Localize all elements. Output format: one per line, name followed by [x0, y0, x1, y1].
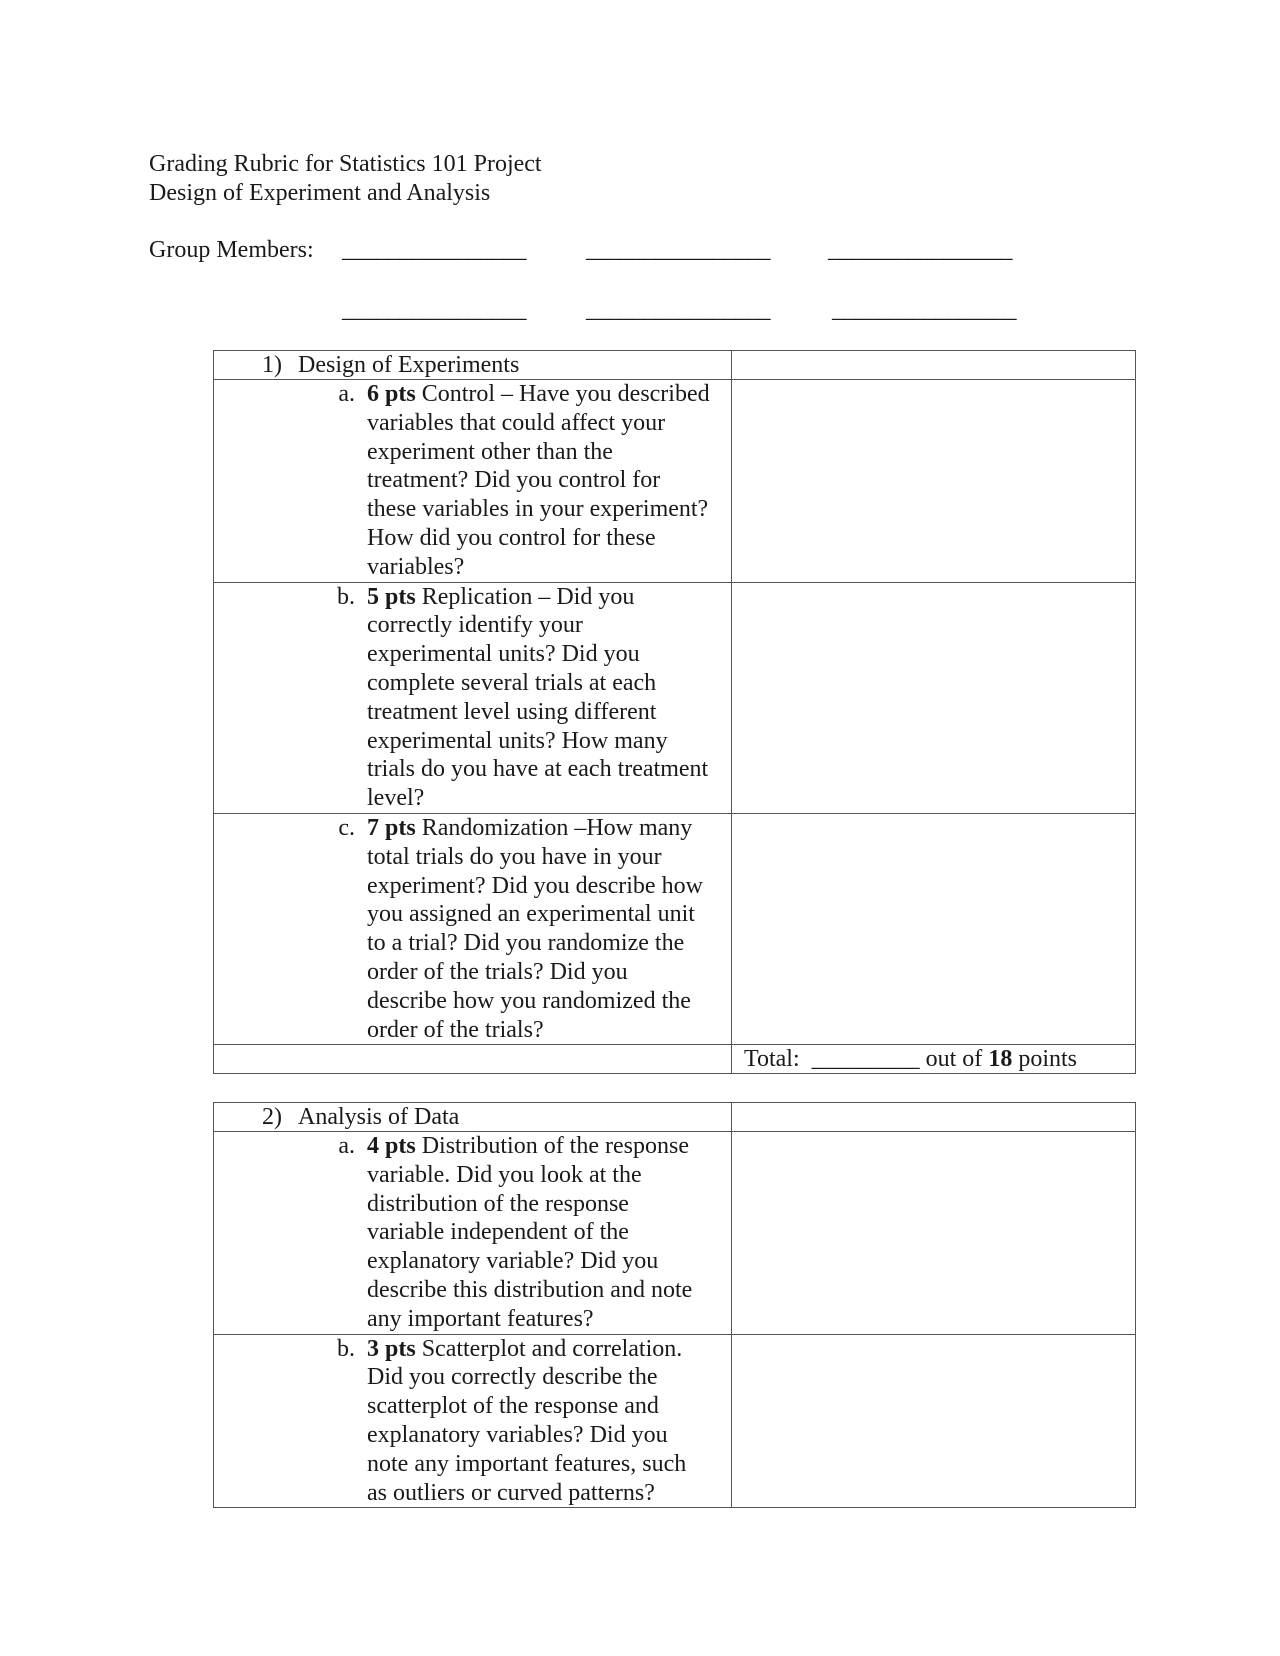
criterion-cell	[214, 582, 732, 813]
item-points: 3 pts	[367, 1335, 416, 1362]
score-cell[interactable]	[732, 1334, 1136, 1508]
section-title: Design of Experiments	[298, 352, 520, 378]
group-members-label: Group Members:	[149, 237, 314, 263]
total-score-blank[interactable]: _________	[811, 1046, 920, 1073]
item-points: 6 pts	[367, 381, 416, 407]
section-header-row	[214, 351, 1136, 380]
item-description: Randomization –How many total trials do you have in your experiment? Did you describe how you assigned an experimental unit to a trial? Did you randomize the order of the trials? Did you describe how you randomized the order of the trials?	[367, 814, 703, 1043]
rubric-item-row	[214, 582, 1136, 813]
criterion-cell	[214, 1132, 732, 1335]
member-name-blank[interactable]: ________________	[342, 237, 526, 263]
total-cell[interactable]	[732, 1045, 1136, 1074]
points-word: points	[1018, 1046, 1077, 1073]
section-number: 2)	[262, 1104, 282, 1130]
item-description: Replication – Did you correctly identify your experimental units? Did you complete several trials at each treatment level using different experimental units? How many trials do you have at each treatment level?	[367, 583, 709, 812]
member-name-blank[interactable]: ________________	[586, 297, 770, 323]
analysis-of-data-table	[213, 1102, 1136, 1508]
item-description: Distribution of the response variable. Did you look at the distribution of the response variable independent of the explanatory variable? Did you describe this distribution and note any important features?	[367, 1133, 693, 1332]
section-header-row	[214, 1103, 1136, 1132]
total-row	[214, 1045, 1136, 1074]
item-letter: b.	[337, 1335, 355, 1362]
score-cell[interactable]	[732, 1103, 1136, 1132]
item-points: 7 pts	[367, 814, 416, 841]
section-number: 1)	[262, 352, 282, 378]
total-label: Total:	[744, 1046, 800, 1073]
item-letter: b.	[337, 583, 355, 610]
score-cell[interactable]	[732, 351, 1136, 380]
score-cell[interactable]	[732, 1132, 1136, 1335]
score-cell[interactable]	[732, 813, 1136, 1044]
item-letter: a.	[338, 381, 355, 407]
section-title-cell	[214, 1103, 732, 1132]
item-description: Scatterplot and correlation. Did you correctly describe the scatterplot of the response and explanatory variables? Did you note any important features, such as outliers or curved patterns?	[367, 1335, 687, 1506]
item-points: 4 pts	[367, 1133, 416, 1159]
item-letter: c.	[338, 814, 355, 841]
criterion-cell	[214, 1334, 732, 1508]
member-name-blank[interactable]: ________________	[342, 297, 526, 323]
member-name-blank[interactable]: ________________	[586, 237, 770, 263]
rubric-item-row	[214, 813, 1136, 1044]
score-cell[interactable]	[732, 582, 1136, 813]
item-letter: a.	[338, 1133, 355, 1159]
item-description: Control – Have you described variables that could affect your experiment other than the treatment? Did you control for these variables in your experiment? How did you control for these variables?	[367, 381, 710, 580]
design-of-experiments-table	[213, 350, 1136, 1074]
out-of-text: out of	[925, 1046, 983, 1073]
section-title-cell	[214, 351, 732, 380]
member-name-blank[interactable]: ________________	[828, 237, 1012, 263]
rubric-item-row	[214, 1132, 1136, 1335]
score-cell[interactable]	[732, 380, 1136, 583]
rubric-item-row	[214, 1334, 1136, 1508]
rubric-item-row	[214, 380, 1136, 583]
criterion-cell	[214, 380, 732, 583]
document-subtitle: Design of Experiment and Analysis	[149, 180, 491, 206]
criterion-cell	[214, 813, 732, 1044]
max-points: 18	[988, 1046, 1013, 1073]
total-empty-cell	[214, 1045, 732, 1074]
section-title: Analysis of Data	[298, 1104, 460, 1130]
document-title: Grading Rubric for Statistics 101 Project	[149, 151, 542, 177]
member-name-blank[interactable]: ________________	[832, 297, 1016, 323]
item-points: 5 pts	[367, 583, 416, 610]
